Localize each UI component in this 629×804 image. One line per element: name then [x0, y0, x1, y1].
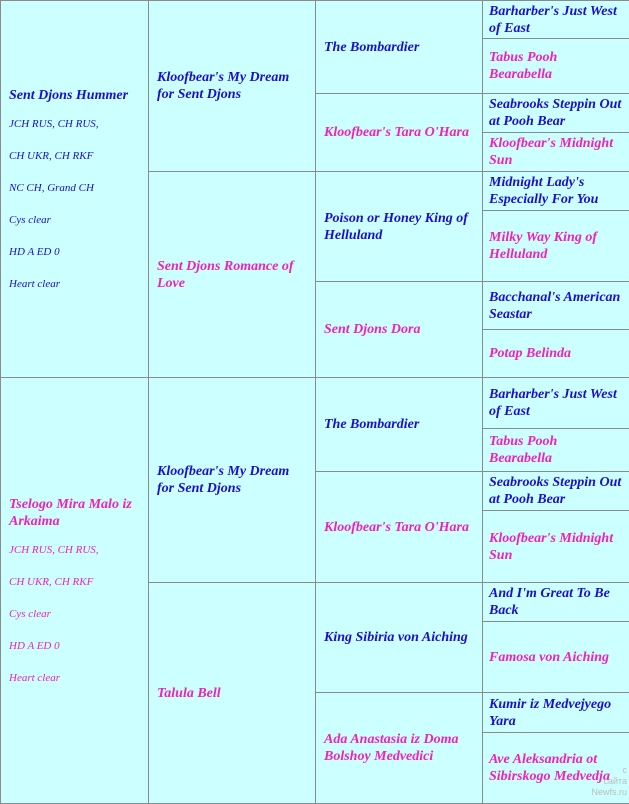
ancestor-gen4-6: Milky Way King of Helluland: [483, 211, 629, 282]
dam-title: Heart clear: [9, 672, 140, 685]
dam-title: JCH RUS, CH RUS,: [9, 544, 140, 557]
ancestor-gen4-7: Bacchanal's American Seastar: [483, 282, 629, 330]
dam-title: HD A ED 0: [9, 640, 140, 653]
dam-sire-sire-cell: The Bombardier: [316, 378, 483, 472]
dam-dam-sire-cell: King Sibiria von Aiching: [316, 583, 483, 693]
sire-title: HD A ED 0: [9, 246, 140, 259]
ancestor-gen4-4: Kloofbear's Midnight Sun: [483, 133, 629, 172]
ancestor-gen4-8: Potap Belinda: [483, 330, 629, 378]
sire-title: Heart clear: [9, 278, 140, 291]
dam-dam-dam-cell: Ada Anastasia iz Doma Bolshoy Medvedici: [316, 693, 483, 804]
sire-dam-dam-cell: Sent Djons Dora: [316, 282, 483, 378]
sire-dam-sire-cell: Poison or Honey King of Helluland: [316, 172, 483, 282]
dam-sire-cell: Kloofbear's My Dream for Sent Djons: [149, 378, 316, 583]
dam-titles: [9, 544, 140, 685]
ancestor-gen4-1: Barharber's Just West of East: [483, 1, 629, 39]
site-watermark: с сайта Newfs.ru: [591, 765, 627, 798]
sire-cell: [1, 1, 149, 378]
ancestor-gen4-13: And I'm Great To Be Back: [483, 583, 629, 622]
dam-title: CH UKR, CH RKF: [9, 576, 140, 589]
ancestor-gen4-2: Tabus Pooh Bearabella: [483, 39, 629, 94]
sire-title: JCH RUS, CH RUS,: [9, 118, 140, 131]
ancestor-gen4-14: Famosa von Aiching: [483, 622, 629, 693]
sire-sire-dam-cell: Kloofbear's Tara O'Hara: [316, 94, 483, 172]
sire-titles: [9, 118, 140, 291]
ancestor-gen4-15: Kumir iz Medvejyego Yara: [483, 693, 629, 733]
ancestor-gen4-3: Seabrooks Steppin Out at Pooh Bear: [483, 94, 629, 133]
sire-sire-cell: Kloofbear's My Dream for Sent Djons: [149, 1, 316, 172]
dam-dam-cell: Talula Bell: [149, 583, 316, 804]
sire-title: NC CH, Grand CH: [9, 182, 140, 195]
sire-dam-cell: Sent Djons Romance of Love: [149, 172, 316, 378]
dam-name: Tselogo Mira Malo iz Arkaima: [9, 496, 140, 530]
ancestor-gen4-10: Tabus Pooh Bearabella: [483, 429, 629, 472]
ancestor-gen4-5: Midnight Lady's Especially For You: [483, 172, 629, 211]
sire-title: Cys clear: [9, 214, 140, 227]
sire-name: Sent Djons Hummer: [9, 87, 140, 104]
dam-sire-dam-cell: Kloofbear's Tara O'Hara: [316, 472, 483, 583]
ancestor-gen4-12: Kloofbear's Midnight Sun: [483, 511, 629, 583]
ancestor-gen4-11: Seabrooks Steppin Out at Pooh Bear: [483, 472, 629, 511]
ancestor-gen4-9: Barharber's Just West of East: [483, 378, 629, 429]
sire-sire-sire-cell: The Bombardier: [316, 1, 483, 94]
ancestor-gen4-16: Ave Aleksandria ot Sibirskogo Medvedja: [483, 733, 629, 804]
dam-cell: [1, 378, 149, 804]
dam-title: Cys clear: [9, 608, 140, 621]
sire-title: CH UKR, CH RKF: [9, 150, 140, 163]
